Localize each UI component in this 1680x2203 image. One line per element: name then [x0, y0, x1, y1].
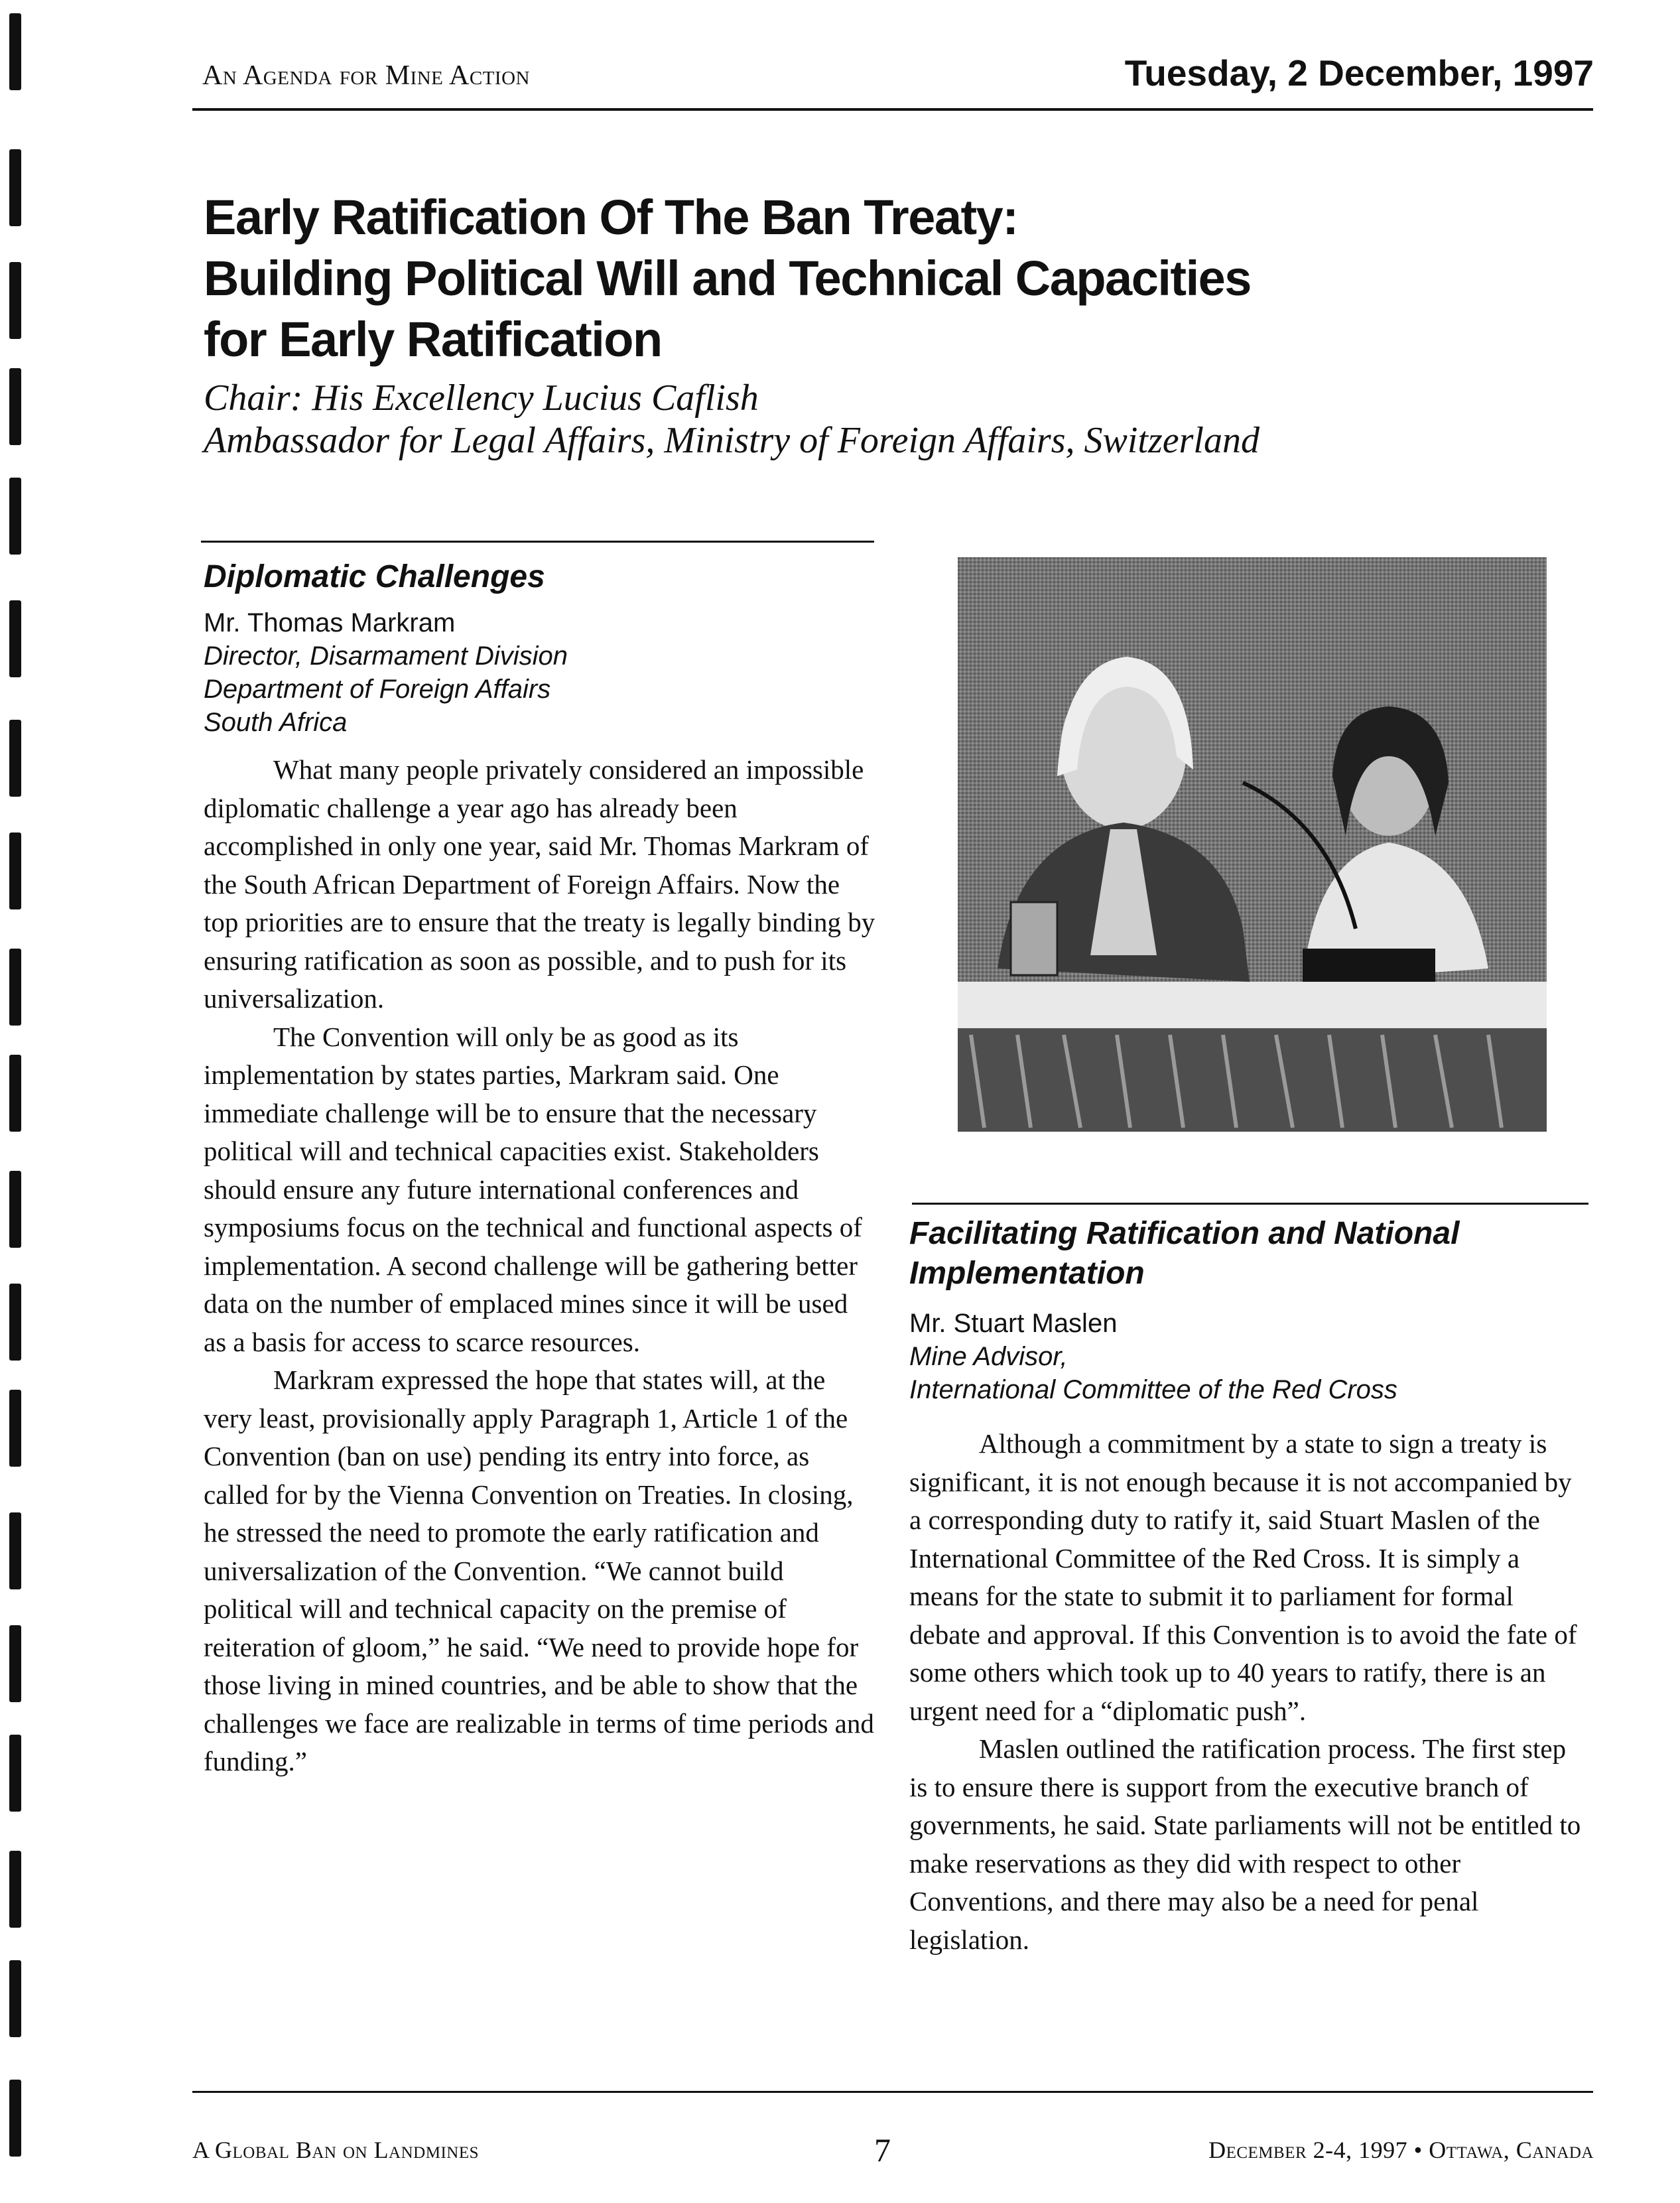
section-heading: Diplomatic Challenges: [204, 559, 545, 594]
binder-hole: [9, 13, 21, 90]
paragraph: The Convention will only be as good as its implementation by states parties, Markram said. One immediate challenge will be to ensure that the necessary political will and technical capacities exist. Stakeholders should ensure any future international conferences and symposiums focus on the technical and functional aspects of implementation. A second challenge will be gathering better data on the number of emplaced mines since it will be used as a basis for access to scarce resources.: [204, 1021, 862, 1357]
page-number: 7: [874, 2131, 891, 2169]
session-title: [204, 187, 1464, 370]
binder-hole: [9, 1851, 21, 1928]
binder-hole: [9, 1390, 21, 1467]
session-title-line: Early Ratification Of The Ban Treaty:: [204, 190, 1018, 245]
binder-hole: [9, 149, 21, 226]
binder-hole: [9, 1284, 21, 1361]
speaker-name: Mr. Thomas Markram: [204, 608, 456, 637]
photo-illustration: [958, 557, 1547, 1132]
footer-event: December 2-4, 1997 • Ottawa, Canada: [1208, 2137, 1594, 2163]
binder-hole: [9, 720, 21, 797]
speaker-block: [204, 606, 887, 739]
paragraph: Maslen outlined the ratification process. The first step is to ensure there is support from the executive branch of governments, he said. State parliaments will not be entitled to make reservations as they did with respect to other Conventions, and there may also be a need for penal legislation.: [909, 1733, 1581, 1955]
paragraph: Although a commitment by a state to sign a treaty is significant, it is not enough because it is not accompanied by a corresponding duty to ratify it, said Stuart Maslen of the International Committee of the Red Cross. It is simply a means for the state to submit it to parliament for formal debate and approval. If this Convention is to avoid the fate of some others which took up to 40 years to ratify, there is an urgent need for a “diplomatic push”.: [909, 1428, 1577, 1726]
binder-hole: [9, 262, 21, 339]
footer-divider: [192, 2091, 1593, 2093]
binder-hole: [9, 368, 21, 445]
header-date: Tuesday, 2 December, 1997: [1124, 52, 1594, 94]
section-divider: [912, 1203, 1588, 1205]
footer-publication: A Global Ban on Landmines: [192, 2137, 479, 2163]
header-divider: [192, 108, 1593, 111]
speaker-block: [909, 1307, 1599, 1406]
session-chair: [204, 377, 1260, 462]
binder-hole: [9, 833, 21, 909]
binder-hole: [9, 1960, 21, 2037]
paragraph: What many people privately considered an impossible diplomatic challenge a year ago has already been accomplished in only one year, said Mr. Thomas Markram of the South African Department of Foreign Affairs. Now the top priorities are to ensure that the treaty is legally binding by ensuring ratification as soon as possible, and to push for its universalization.: [204, 754, 875, 1014]
chair-name: Chair: His Excellency Lucius Caflish: [204, 377, 759, 419]
session-photo: [958, 557, 1547, 1132]
section-heading: Facilitating Ratification and National Implementation: [909, 1216, 1460, 1291]
binder-hole: [9, 1055, 21, 1132]
session-title-line: for Early Ratification: [204, 312, 662, 367]
binder-hole: [9, 1625, 21, 1702]
binder-holes: [0, 0, 40, 2203]
paragraph: Markram expressed the hope that states will, at the very least, provisionally apply Paragraph 1, Article 1 of the Convention (ban on use) pending its entry into force, as called for by the Vienna Convention on Treaties. In closing, he stressed the need to promote the early ratification and universalization of the Convention. “We cannot build political will and technical capacity on the premise of reiteration of gloom,” he said. “We need to provide hope for those living in mined countries, and be able to show that the challenges we face are realizable in terms of time periods and funding.”: [204, 1365, 874, 1776]
chair-affiliation: Ambassador for Legal Affairs, Ministry of Foreign Affairs, Switzerland: [204, 420, 1260, 461]
speaker-title-line: Mine Advisor,: [909, 1342, 1068, 1371]
section-divider: [201, 541, 874, 543]
binder-hole: [9, 1512, 21, 1589]
speaker-title-line: Director, Disarmament Division: [204, 641, 568, 671]
running-header-title: An Agenda for Mine Action: [202, 60, 530, 91]
session-title-line: Building Political Will and Technical Capacities: [204, 251, 1251, 306]
section-facilitating-ratification: [909, 1214, 1599, 1959]
article-body: [204, 751, 877, 1781]
binder-hole: [9, 600, 21, 677]
binder-hole: [9, 2080, 21, 2157]
section-diplomatic-challenges: [204, 557, 887, 1781]
binder-hole: [9, 949, 21, 1026]
binder-hole: [9, 478, 21, 555]
speaker-title-line: South Africa: [204, 708, 348, 737]
binder-hole: [9, 1735, 21, 1812]
speaker-title-line: International Committee of the Red Cross: [909, 1375, 1397, 1404]
speaker-title-line: Department of Foreign Affairs: [204, 675, 551, 704]
speaker-name: Mr. Stuart Maslen: [909, 1309, 1118, 1338]
binder-hole: [9, 1171, 21, 1248]
article-body: [909, 1425, 1586, 1959]
